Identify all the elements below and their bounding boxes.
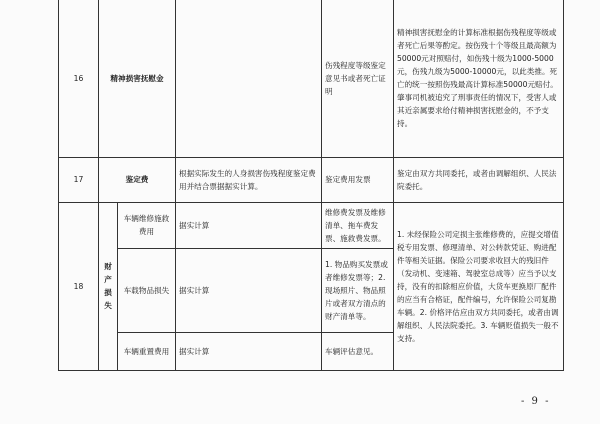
item-name: 精神损害抚慰金 bbox=[99, 0, 176, 157]
item-name: 鉴定费 bbox=[99, 157, 176, 202]
evidence-cell: 维修费发票及维修清单、拖车费发票、施救费发票。 bbox=[322, 202, 394, 248]
calculation-basis bbox=[176, 0, 322, 157]
evidence-cell: 鉴定费用发票 bbox=[322, 157, 394, 202]
category-cell bbox=[99, 202, 118, 370]
table-row-17 bbox=[59, 157, 564, 202]
note-cell: 1. 未经保险公司定损主张维修费的，应提交增值税专用发票、修理清单、对公转款凭证、购进配件等相关证据。保险公司要求收回大的残旧件（发动机、变速箱、驾驶室总成等）应当予以支持，没有的扣除相应价值，大货车更换原厂配件的应当有合格证，配件编号，允许保险公司复勘车辆。2. 价格评估应由双方共同委托，或者由调解组织、人民法院委托。3. 车辆贬值损失一般不支持。 bbox=[394, 202, 564, 370]
evidence-cell: 车辆评估意见。 bbox=[322, 332, 394, 370]
calculation-basis: 根据实际发生的人身损害伤残程度鉴定费用并结合票据据实计算。 bbox=[176, 157, 322, 202]
category-char: 产 bbox=[104, 275, 112, 284]
table-row-16 bbox=[59, 0, 564, 157]
calculation-basis: 据实计算 bbox=[176, 332, 322, 370]
category-char: 财 bbox=[104, 262, 112, 271]
compensation-table bbox=[58, 0, 564, 371]
row-number: 16 bbox=[59, 0, 99, 157]
calculation-basis: 据实计算 bbox=[176, 248, 322, 332]
note-cell: 鉴定由双方共同委托，或者由调解组织、人民法院委托。 bbox=[394, 157, 564, 202]
category-char: 损 bbox=[104, 288, 112, 297]
sub-item-name: 车辆维修施救费用 bbox=[118, 202, 176, 248]
evidence-cell: 1. 物品购买发票或者维修发票等；2. 现场照片、物品照片或者双方清点的财产清单等。 bbox=[322, 248, 394, 332]
row-number: 17 bbox=[59, 157, 99, 202]
category-char: 失 bbox=[104, 301, 112, 310]
evidence-cell: 伤残程度等级鉴定意见书或者死亡证明 bbox=[322, 0, 394, 157]
table-row-18a bbox=[59, 202, 564, 248]
calculation-basis: 据实计算 bbox=[176, 202, 322, 248]
page-number: - 9 - bbox=[521, 396, 551, 407]
sub-item-name: 车辆重置费用 bbox=[118, 332, 176, 370]
sub-item-name: 车载物品损失 bbox=[118, 248, 176, 332]
note-cell: 精神损害抚慰金的计算标准根据伤残程度等级或者死亡后果等酌定。按伤残十个等级且最高额为50000元对照赔付，如伤残十级为1000-5000元，伤残九级为5000-10000元，以此类推。死亡的统一按照伤残最高计算标准50000元赔付。肇事司机被追究了刑事责任的情况下，受害人或其近亲属要求给付精神损害抚慰金的，不予支持。 bbox=[394, 0, 564, 157]
row-number: 18 bbox=[59, 202, 99, 370]
